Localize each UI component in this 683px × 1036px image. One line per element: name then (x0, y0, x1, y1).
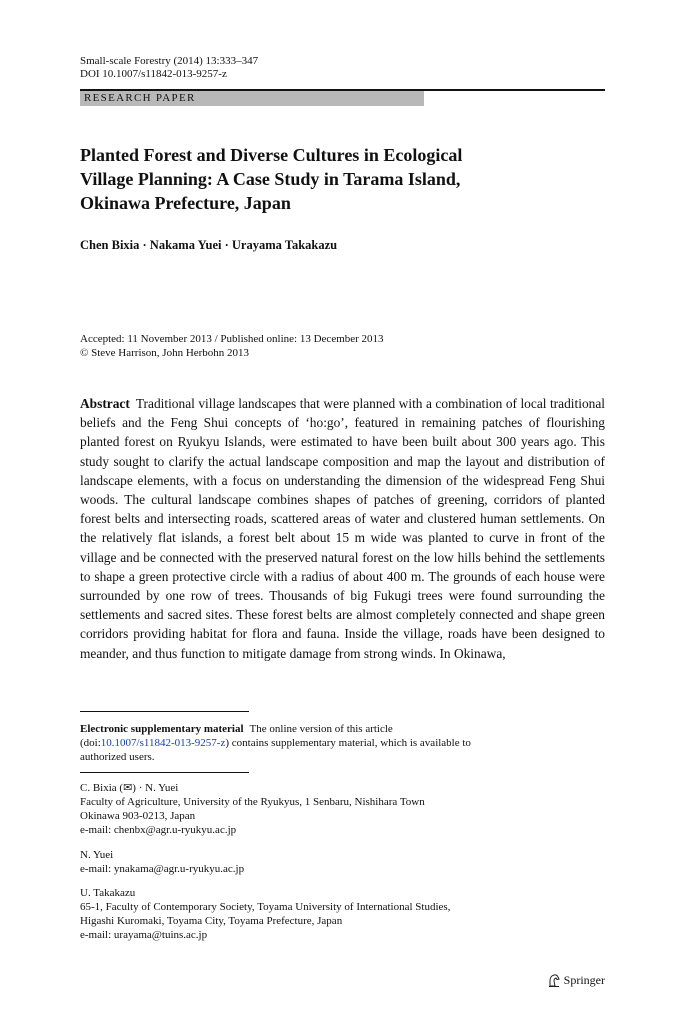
supplementary-label: Electronic supplementary material (80, 723, 244, 735)
publisher-logo (547, 973, 605, 988)
abstract-label: Abstract (80, 396, 130, 411)
affiliation-takakazu (80, 886, 450, 942)
footnote-rule (80, 772, 249, 773)
publisher-name: Springer (563, 973, 605, 987)
affiliation-line: 65-1, Faculty of Contemporary Society, Toyama University of International Studies, (80, 901, 451, 913)
title-line: Planted Forest and Diverse Cultures in Ecological (80, 145, 463, 165)
affiliation-line: Okinawa 903-0213, Japan (80, 810, 196, 822)
affiliation-line: N. Yuei (80, 849, 114, 861)
article-title (80, 143, 605, 215)
springer-horse-icon (547, 973, 561, 988)
doi-link[interactable]: 10.1007/s11842-013-9257-z (100, 737, 226, 749)
supplementary-note (80, 722, 605, 764)
title-line: Okinawa Prefecture, Japan (80, 193, 291, 213)
supplementary-text-3: authorized users. (80, 751, 155, 763)
doi-line: DOI 10.1007/s11842-013-9257-z (80, 68, 227, 80)
doi-open: (doi: (80, 737, 101, 749)
accepted-published: Accepted: 11 November 2013 / Published online: 13 December 2013 (80, 333, 384, 345)
affiliation-line: Higashi Kuromaki, Toyama City, Toyama Prefecture, Japan (80, 915, 343, 927)
title-line: Village Planning: A Case Study in Tarama Island, (80, 169, 461, 189)
email-line[interactable]: e-mail: chenbx@agr.u-ryukyu.ac.jp (80, 824, 237, 836)
email-line[interactable]: e-mail: ynakama@agr.u-ryukyu.ac.jp (80, 863, 245, 875)
email-line[interactable]: e-mail: urayama@tuins.ac.jp (80, 929, 208, 941)
supplementary-text: The online version of this article (249, 723, 393, 735)
copyright: © Steve Harrison, John Herbohn 2013 (80, 347, 250, 359)
affiliation-line: U. Takakazu (80, 887, 136, 899)
publication-dates (80, 332, 384, 360)
affiliation-line: Faculty of Agriculture, University of the Ryukyus, 1 Senbaru, Nishihara Town (80, 796, 425, 808)
affiliation-bixia (80, 781, 425, 837)
author-list: Chen Bixia · Nakama Yuei · Urayama Takakazu (80, 238, 338, 252)
affiliation-line: C. Bixia (✉) · N. Yuei (80, 782, 179, 794)
journal-header (80, 55, 258, 81)
section-label: RESEARCH PAPER (80, 91, 424, 106)
abstract-text: Traditional village landscapes that were planned with a combination of local traditional beliefs and the Feng Shui concepts of ‘ho:go’, featured in remaining patches of flourishing planted forest on Ryukyu Islands, were estimated to have been built about 300 years ago. This study sought to clarify the actual landscape composition and map the layout and distribution of landscape elements, with a focus on understanding the dimension of the widespread Feng Shui woods. The cultural landscape combines shapes of patches of greening, corridors of planted forest belts and intersecting roads, scattered areas of water and clustered human settlements. On the relatively flat islands, a forest belt about 15 m wide was planted to curve in front of the village and be connected with the preserved natural forest on the low hills behind the settlements to shape a green protective circle with a radius of about 400 m. The grounds of each house were surrounded by one row of trees. Thousands of big Fukugi trees were found surrounding the settlements and sacred sites. These forest belts are almost completely connected and shape green corridors providing habitat for flora and fauna. Inside the village, roads have been designed to meander, and thus function to mitigate damage from strong winds. In Okinawa, (80, 396, 605, 661)
journal-citation: Small-scale Forestry (2014) 13:333–347 (80, 55, 259, 67)
footnote-rule (80, 711, 249, 712)
abstract (80, 394, 605, 663)
supplementary-text-2: ) contains supplementary material, which is available to (225, 737, 471, 749)
affiliation-yuei (80, 848, 244, 876)
